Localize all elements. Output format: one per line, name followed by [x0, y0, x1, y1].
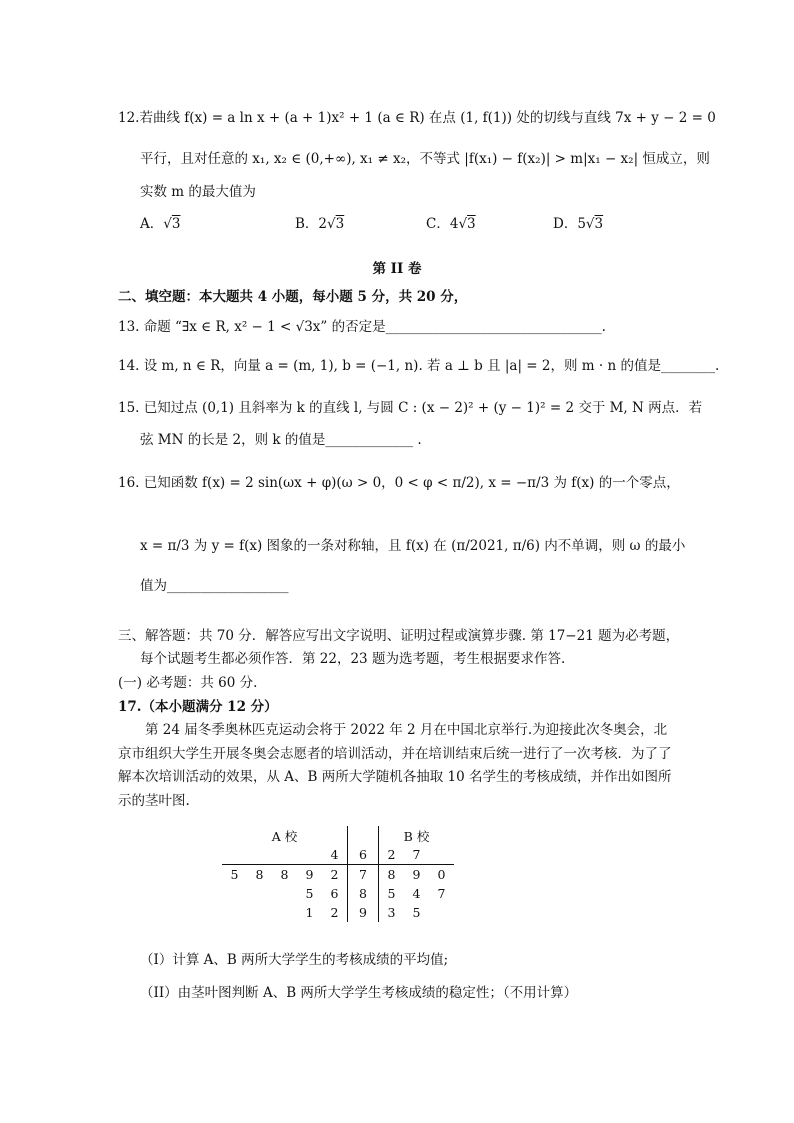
stem-value: 7 — [348, 865, 379, 885]
choice-a-rad: 3 — [171, 216, 181, 232]
stem-row — [222, 865, 454, 885]
leaf-b: 5 — [387, 886, 396, 901]
choice-c-rad: 3 — [467, 216, 476, 232]
q12-line1: 12.若曲线 f(x) = a ln x + (a + 1)x² + 1 (a ∈ R) 在点 (1, f(1)) 处的切线与直线 7x + y − 2 = 0 — [118, 110, 716, 126]
part2-heading: 二、填空题：本大题共 4 小题，每小题 5 分，共 20 分， — [118, 289, 468, 305]
leaf-b: 3 — [387, 905, 396, 920]
q17-sub2: （II）由茎叶图判断 A、B 两所大学学生考核成绩的稳定性；（不用计算） — [140, 985, 578, 1001]
q15-line2: 弦 MN 的长是 2，则 k 的值是_____________ . — [140, 432, 422, 448]
stem-row — [222, 903, 454, 922]
part3-line1: 三、解答题：共 70 分．解答应写出文字说明、证明过程或演算步骤. 第 17−21 题为必考题， — [118, 628, 680, 644]
choice-d-letter: D． — [553, 216, 578, 232]
stem-row — [222, 884, 454, 903]
q16-line2: x = π/3 为 y = f(x) 图象的一条对称轴，且 f(x) 在 (π/2021, π/6) 内不单调，则 ω 的最小 — [140, 538, 686, 554]
q17-body: 第 24 届冬季奥林匹克运动会将于 2022 年 2 月在中国北京举行.为迎接此次冬奥会，北京市组织大学生开展冬奥会志愿者的培训活动，并在培训结束后统一进行了一次考核．为了了解本次培训活动的效果，从 A、B 两所大学随机各抽取 10 名学生的考核成绩，并作出如图所示的茎叶图. — [118, 722, 672, 809]
header-stem — [348, 826, 379, 845]
leaf-b: 9 — [412, 867, 421, 882]
leaf-a: 2 — [330, 905, 339, 920]
choice-d-rad: 3 — [594, 216, 604, 232]
part3-line2: 每个试题考生都必须作答．第 22，23 题为选考题，考生根据要求作答. — [140, 651, 566, 667]
leaf-b — [429, 903, 454, 922]
header-a: A 校 — [271, 828, 298, 844]
leaf-b: 7 — [404, 845, 429, 865]
q17-sub1: （I）计算 A、B 两所大学学生的考核成绩的平均值; — [140, 952, 449, 968]
q17-heading: 17.（本小题满分 12 分） — [118, 699, 278, 715]
leaf-b: 4 — [412, 886, 421, 901]
leaf-a: 8 — [255, 867, 264, 882]
q15-line1: 15. 已知过点 (0,1) 且斜率为 k 的直线 l, 与圆 C : (x − 2)² + (y − 1)² = 2 交于 M, N 两点．若 — [118, 400, 703, 416]
leaf-b: 8 — [387, 867, 396, 882]
q14: 14. 设 m, n ∈ R，向量 a = (m, 1), b = (−1, n). 若 a ⊥ b 且 |a| = 2，则 m · n 的值是________. — [118, 358, 720, 374]
leaf-a — [272, 845, 297, 865]
leaf-a — [247, 845, 272, 865]
leaf-b: 5 — [412, 905, 421, 920]
q12-line2: 平行，且对任意的 x₁, x₂ ∈ (0,+∞), x₁ ≠ x₂，不等式 |f(x₁) − f(x₂)| > m|x₁ − x₂| 恒成立，则 — [140, 151, 710, 167]
leaf-a: 6 — [330, 886, 339, 901]
header-b: B 校 — [403, 828, 430, 844]
choice-c: C．4√3 — [426, 216, 476, 232]
leaf-a — [247, 884, 272, 903]
leaf-a: 9 — [305, 867, 314, 882]
leaf-a: 4 — [322, 845, 348, 865]
q16-line3: 值为__________________ — [140, 578, 289, 594]
choice-b-coef: 2 — [318, 216, 328, 232]
section-title: 第 II 卷 — [372, 261, 422, 277]
leaf-b — [429, 845, 454, 865]
stem-value: 9 — [348, 903, 379, 922]
leaf-b: 7 — [437, 886, 446, 901]
q16-line1: 16. 已知函数 f(x) = 2 sin(ωx + φ)(ω > 0，0 < φ < π/2), x = −π/3 为 f(x) 的一个零点， — [118, 475, 680, 491]
leaf-a: 1 — [305, 905, 314, 920]
leaf-a — [247, 903, 272, 922]
stem-value: 8 — [348, 884, 379, 903]
choice-a-letter: A． — [140, 216, 164, 232]
q12-line3: 实数 m 的最大值为 — [140, 184, 256, 200]
choice-d: D．5√3 — [553, 216, 604, 232]
part3-line3: (一) 必考题：共 60 分. — [118, 675, 258, 691]
leaf-a: 2 — [330, 867, 339, 882]
stem-value: 6 — [348, 845, 379, 865]
choice-c-coef: 4 — [449, 216, 459, 232]
leaf-a — [297, 845, 322, 865]
choice-c-letter: C． — [426, 216, 450, 232]
choice-b-rad: 3 — [335, 216, 345, 232]
leaf-a: 5 — [305, 886, 314, 901]
choice-d-coef: 5 — [577, 216, 586, 232]
leaf-a: 5 — [230, 867, 239, 882]
leaf-a — [272, 903, 297, 922]
choice-b: B．2√3 — [295, 216, 345, 232]
leaf-a — [272, 884, 297, 903]
stem-row — [222, 845, 454, 865]
stem-leaf-plot — [222, 826, 454, 922]
leaf-a: 8 — [280, 867, 289, 882]
leaf-b: 0 — [437, 867, 446, 882]
q13: 13. 命题 “∃x ∈ R, x² − 1 < √3x” 的否定是________________________________. — [118, 319, 606, 335]
choice-b-letter: B． — [295, 216, 319, 232]
leaf-b: 2 — [379, 845, 405, 865]
choice-a: A．√3 — [140, 216, 181, 232]
